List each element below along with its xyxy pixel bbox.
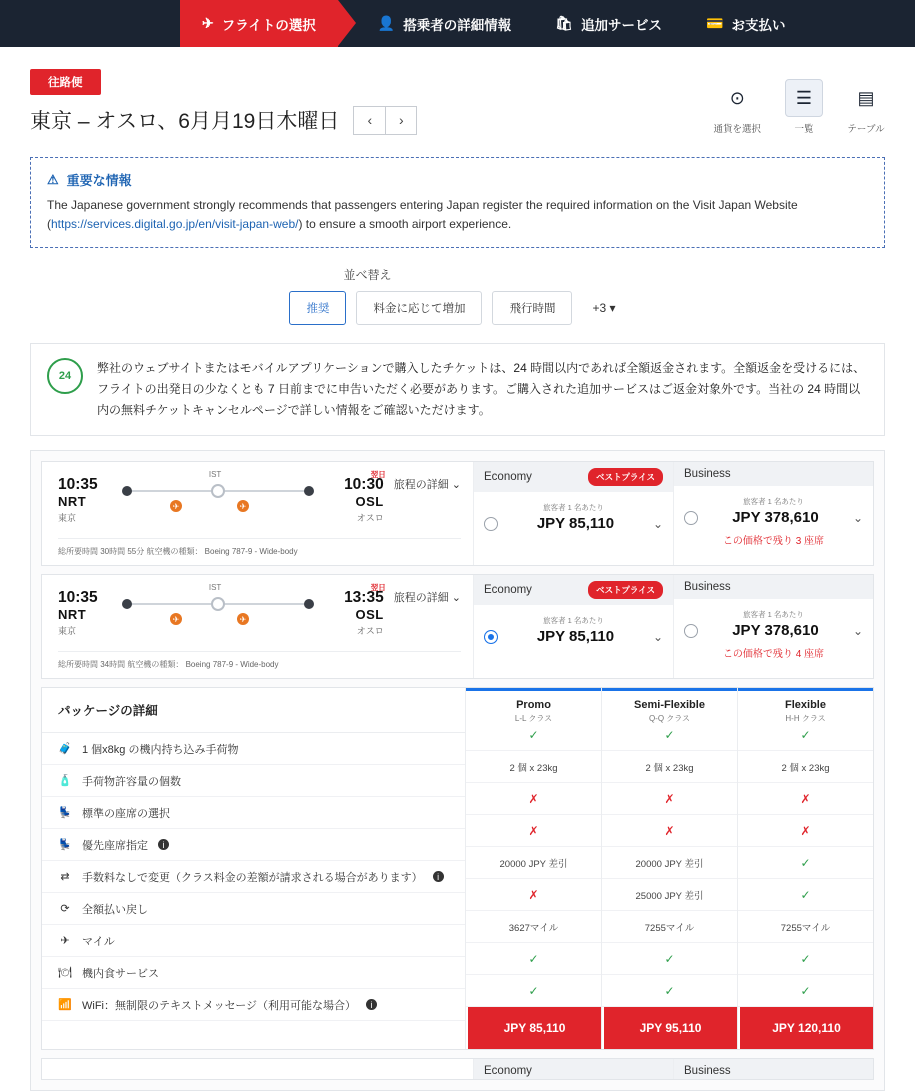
nav-step-extra-services[interactable] (533, 0, 684, 47)
departure-block (58, 476, 116, 524)
feature-row (42, 733, 465, 765)
package-details-table (41, 687, 874, 1050)
table-view-label: テーブル (847, 124, 885, 135)
package-columns (465, 688, 873, 1049)
feature-row (42, 989, 465, 1021)
fare-price: JPY 85,110 (536, 515, 615, 533)
fare-price: JPY 378,610 (732, 622, 819, 640)
feature-row (42, 765, 465, 797)
per-passenger-label: 旅客者 1 名あたり (743, 497, 804, 507)
sort-section (30, 266, 885, 325)
arrival-code: OSL (355, 494, 384, 510)
currency-label: 通貨を選択 (713, 124, 761, 135)
arrival-city: オスロ (356, 626, 384, 637)
fare-header (474, 1059, 673, 1080)
seat-icon: 💺 (58, 807, 72, 820)
feature-label: 機内食サービス (82, 967, 159, 980)
sort-option-duration[interactable]: 飛行時間 (492, 291, 572, 325)
cabin-label: Business (684, 1065, 731, 1078)
package-cell: 7255マイル (602, 911, 737, 943)
departure-code: NRT (58, 494, 87, 510)
refund-24h-icon: 24 (47, 358, 83, 394)
package-cell: 2 個 x 23kg (602, 751, 737, 783)
departure-time: 10:35 (58, 589, 98, 607)
package-cell: ✓ (602, 719, 737, 751)
seats-left-label: この価格で残り 4 座席 (722, 649, 825, 661)
package-cell: ✗ (466, 783, 601, 815)
table-view-toggle[interactable] (847, 79, 885, 135)
feature-label: 手数料なしで変更（クラス料金の差額が請求される場合があります） (82, 871, 423, 884)
package-cell: ✓ (466, 975, 601, 1007)
departure-code: NRT (58, 607, 87, 623)
fare-economy[interactable] (474, 575, 674, 678)
view-tools (713, 69, 885, 135)
flight-meta: 総所要時間 30時間 55分 航空機の種類： Boeing 787-9 - Wide-body (58, 538, 461, 557)
package-name: Promo (516, 699, 551, 712)
arrival-block (320, 583, 386, 637)
baggage-icon: 🧴 (58, 775, 72, 788)
fare-economy[interactable] (474, 462, 674, 565)
nav-spacer (0, 0, 180, 47)
package-cell: 20000 JPY 差引 (602, 847, 737, 879)
arrival-block (320, 470, 386, 524)
meal-icon: 🍽 (58, 967, 72, 980)
stopover-dot (211, 597, 225, 611)
package-cell: ✗ (738, 815, 873, 847)
sort-option-recommended[interactable]: 推奨 (289, 291, 346, 325)
package-column-semi-flexible (601, 688, 737, 1049)
feature-row (42, 893, 465, 925)
stopover-dot (211, 484, 225, 498)
seat-priority-icon: 💺 (58, 839, 72, 852)
itinerary-details-link[interactable]: 旅程の詳細 ⌄ (393, 479, 461, 492)
stop-marker-icon: ✈ (237, 613, 249, 625)
best-price-tag: ベストプライス (588, 468, 663, 486)
currency-icon: ⊙ (729, 87, 745, 108)
package-cell: 7255マイル (738, 911, 873, 943)
departure-block (58, 589, 116, 637)
important-info-title: 重要な情報 (66, 173, 132, 188)
feature-label: マイル (82, 935, 115, 948)
feature-row (42, 797, 465, 829)
feature-label: 標準の座席の選択 (82, 807, 170, 820)
refund-icon: ⟳ (60, 903, 70, 916)
flight-row (41, 461, 874, 566)
feature-label: 1 個x8kg の機内持ち込み手荷物 (82, 743, 239, 756)
miles-icon: ✈ (60, 935, 70, 948)
package-cell: ✓ (466, 943, 601, 975)
feature-row (42, 861, 465, 893)
prev-day-button[interactable]: ‹ (353, 106, 385, 135)
chevron-down-icon[interactable]: ⌄ (852, 623, 863, 638)
destination-dot (304, 599, 314, 609)
fare-radio[interactable] (684, 624, 698, 638)
fare-radio[interactable] (484, 517, 498, 531)
fare-price: JPY 378,610 (732, 509, 819, 527)
fare-business[interactable] (674, 1059, 873, 1079)
carryon-icon: 🧳 (58, 743, 72, 756)
itinerary-details-link[interactable]: 旅程の詳細 ⌄ (393, 592, 461, 605)
flight-summary (42, 575, 474, 678)
package-name: Semi-Flexible (634, 699, 705, 712)
package-cell: ✗ (466, 815, 601, 847)
next-day-button[interactable]: › (385, 106, 417, 135)
info-icon[interactable]: i (158, 839, 169, 850)
visit-japan-link[interactable]: https://services.digital.go.jp/en/visit-japan-web/ (51, 216, 299, 231)
calendar-icon: ▤ (857, 87, 875, 108)
route-path (122, 583, 314, 631)
route-line (30, 105, 417, 135)
package-class: H-H クラス (785, 714, 826, 724)
package-cell: ✓ (602, 943, 737, 975)
package-column-header (738, 688, 873, 724)
list-view-label: 一覧 (794, 124, 814, 135)
stop-marker-icon: ✈ (237, 500, 249, 512)
package-name: Flexible (785, 699, 826, 712)
progress-nav (0, 0, 915, 47)
package-feature-list (42, 688, 465, 1049)
wifi-icon: 📶 (58, 999, 72, 1012)
page-title: 東京 – オスロ、6月月19日木曜日 (30, 110, 340, 133)
origin-dot (122, 599, 132, 609)
select-flexible-button[interactable]: JPY 120,110 (738, 1007, 873, 1049)
plane-icon: ✈ (202, 15, 214, 31)
fare-price-row (684, 622, 863, 639)
flight-times (58, 470, 461, 524)
fare-body (674, 599, 873, 668)
next-day-indicator: 翌日 (370, 470, 386, 480)
page-header (30, 47, 885, 135)
nav-step-label: お支払い (731, 17, 786, 33)
package-cell: 25000 JPY 差引 (602, 879, 737, 911)
per-passenger-label: 旅客者 1 名あたり (543, 503, 604, 513)
fare-radio[interactable] (684, 511, 698, 525)
nav-step-payment[interactable] (684, 0, 807, 47)
departure-city: 東京 (58, 513, 77, 524)
best-price-tag: ベストプライス (588, 581, 663, 599)
package-column-header (466, 688, 601, 724)
list-icon: ☰ (785, 79, 823, 117)
outbound-badge: 往路便 (30, 69, 101, 95)
sort-more-button[interactable]: +3 ▾ (592, 301, 616, 316)
important-info-box (30, 157, 885, 248)
chevron-down-icon[interactable]: ⌄ (652, 516, 663, 531)
package-cell: ✗ (738, 783, 873, 815)
destination-dot (304, 486, 314, 496)
package-cell: 2 個 x 23kg (466, 751, 601, 783)
departure-time: 10:35 (58, 476, 98, 494)
package-cell: ✓ (602, 975, 737, 1007)
fare-price-row (484, 628, 663, 645)
fare-header (674, 462, 873, 486)
currency-selector[interactable] (713, 79, 761, 135)
arrival-code: OSL (355, 607, 384, 623)
flight-times (58, 583, 461, 637)
fare-business[interactable] (674, 462, 873, 565)
select-semi-flexible-button[interactable]: JPY 95,110 (602, 1007, 737, 1049)
change-icon: ⇄ (60, 871, 70, 884)
feature-label: WiFi：無制限のテキストメッセージ（利用可能な場合） (82, 999, 356, 1012)
package-title: パッケージの詳細 (42, 688, 465, 733)
package-cell: ✗ (466, 879, 601, 911)
nav-step-label: 追加サービス (581, 17, 663, 33)
per-passenger-label: 旅客者 1 名あたり (743, 610, 804, 620)
package-cell: ✓ (466, 719, 601, 751)
package-cell: ✓ (738, 719, 873, 751)
fare-header (474, 575, 673, 605)
package-cell: 20000 JPY 差引 (466, 847, 601, 879)
cabin-label: Economy (484, 584, 532, 597)
chevron-down-icon[interactable]: ⌄ (852, 510, 863, 525)
per-passenger-label: 旅客者 1 名あたり (543, 616, 604, 626)
arrival-time: 13:35 (344, 589, 384, 607)
package-cell: 2 個 x 23kg (738, 751, 873, 783)
cabin-label: Economy (484, 471, 532, 484)
nav-step-passenger-details[interactable] (356, 0, 533, 47)
sort-option-price[interactable]: 料金に応じて増加 (356, 291, 482, 325)
package-cell: 3627マイル (466, 911, 601, 943)
fare-price: JPY 85,110 (536, 628, 615, 646)
stop-marker-icon: ✈ (170, 613, 182, 625)
nav-step-flight-selection[interactable] (180, 0, 338, 47)
feature-row (42, 957, 465, 989)
fare-radio[interactable] (484, 630, 498, 644)
package-cell: ✓ (738, 847, 873, 879)
person-icon: 👤 (377, 15, 396, 31)
stopover-label: IST (208, 470, 222, 480)
fare-economy[interactable] (474, 1059, 674, 1079)
package-cell: ✗ (602, 815, 737, 847)
origin-dot (122, 486, 132, 496)
info-text-before: The Japanese government strongly recommends that passengers entering Japan register the required information on the Visit Japan Website ( (47, 198, 798, 231)
bag-icon: 🛍 (555, 15, 574, 31)
next-day-indicator: 翌日 (370, 583, 386, 593)
warning-icon: ⚠ (47, 171, 59, 187)
card-icon: 💳 (706, 15, 724, 31)
package-column-flexible (737, 688, 873, 1049)
package-cell: ✓ (738, 943, 873, 975)
date-arrows (353, 106, 417, 135)
important-info-body (47, 196, 868, 233)
departure-city: 東京 (58, 626, 77, 637)
flight-row (41, 574, 874, 679)
list-view-toggle[interactable] (785, 79, 823, 135)
important-info-title-row (47, 170, 868, 189)
fare-body (474, 492, 673, 540)
fare-price-row (484, 515, 663, 532)
package-class: Q-Q クラス (648, 714, 691, 724)
feature-label: 優先座席指定 (82, 839, 148, 852)
feature-row (42, 829, 465, 861)
seats-left-label: この価格で残り 3 座席 (722, 536, 825, 548)
package-column-promo (465, 688, 601, 1049)
route-path (122, 470, 314, 518)
sort-label: 並べ替え (343, 268, 392, 283)
refund-text: 弊社のウェブサイトまたはモバイルアプリケーションで購入したチケットは、24 時間以内であれば全額返金されます。全額返金を受けるには、フライトの出発日の少なくとも 7 日前までに申告いただく必要があります。ご購入された追加サービスはご返金対象外です。当社の 24 時間以内の無料チケットキャンセルページで詳しい情報をご確認いただけます。 (97, 361, 866, 418)
fare-body (674, 486, 873, 555)
cabin-label: Business (684, 581, 731, 594)
chevron-down-icon[interactable]: ⌄ (652, 629, 663, 644)
fare-price-row (684, 509, 863, 526)
cabin-label: Economy (484, 1065, 532, 1078)
cabin-label: Business (684, 468, 731, 481)
arrival-time: 10:30 (344, 476, 384, 494)
select-promo-button[interactable]: JPY 85,110 (466, 1007, 601, 1049)
package-column-header (602, 688, 737, 724)
sort-buttons (289, 291, 625, 325)
fare-body (474, 605, 673, 653)
flight-summary (42, 1059, 474, 1079)
nav-step-label: フライトの選択 (221, 17, 316, 33)
package-cell: ✓ (738, 975, 873, 1007)
flight-results (30, 450, 885, 1091)
package-cell: ✓ (738, 879, 873, 911)
info-icon[interactable]: i (366, 999, 377, 1010)
flight-summary (42, 462, 474, 565)
feature-label: 全額払い戻し (82, 903, 148, 916)
refund-banner (30, 343, 885, 436)
flight-meta: 総所要時間 34時間 航空機の種類： Boeing 787-9 - Wide-body (58, 651, 461, 670)
stop-marker-icon: ✈ (170, 500, 182, 512)
fare-header (674, 1059, 873, 1080)
header-left (30, 69, 417, 135)
fare-header (674, 575, 873, 599)
arrival-city: オスロ (356, 513, 384, 524)
package-cell: ✗ (602, 783, 737, 815)
info-icon[interactable]: i (433, 871, 444, 882)
nav-step-label: 搭乗者の詳細情報 (403, 17, 512, 33)
stopover-label: IST (208, 583, 222, 593)
info-text-after: ) to ensure a smooth airport experience. (298, 216, 512, 231)
fare-header (474, 462, 673, 492)
flight-row (41, 1058, 874, 1080)
fare-business[interactable] (674, 575, 873, 678)
feature-label: 手荷物許容量の個数 (82, 775, 181, 788)
feature-row (42, 925, 465, 957)
package-class: L-L クラス (514, 714, 553, 724)
